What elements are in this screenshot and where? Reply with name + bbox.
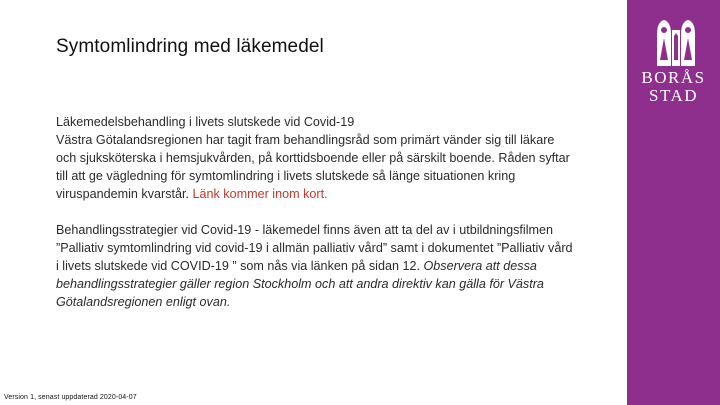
slide-title: Symtomlindring med läkemedel bbox=[56, 36, 324, 57]
paragraph-1-text: Västra Götalandsregionen har tagit fram behandlingsråd som primärt vänder sig till läkare och sjuksköterska i hemsjukvården, på korttidsboende eller på särskilt boende. Råden syftar till att ge vägledning för symtomlindring i livets slutskede så länge situationen kring viruspandemin kvarstår. bbox=[56, 133, 570, 201]
paragraph-heading: Läkemedelsbehandling i livets slutskede vid Covid-19 bbox=[56, 115, 355, 129]
upcoming-link-text: Länk kommer inom kort. bbox=[192, 187, 328, 201]
brand-name-line1: BORÅS bbox=[641, 68, 706, 87]
slide-body bbox=[56, 113, 576, 329]
paragraph-2-text: Behandlingsstrategier vid Covid-19 - läkemedel finns även att ta del av i utbildningsfilmen ”Palliativ symtomlindring vid covid-19 i allmän palliativ vård” samt i dokumentet ”Palliativ vård i livets slutskede vid COVID-19 ” som nås via länken på sidan 12. bbox=[56, 223, 573, 273]
brand-sidebar bbox=[627, 0, 720, 405]
city-coat-of-arms-icon bbox=[653, 16, 699, 68]
paragraph-1 bbox=[56, 131, 576, 203]
paragraph-2-note: Observera att dessa behandlingsstrategier gäller region Stockholm och att andra direktiv kan gälla för Västra Götalandsregionen enligt ovan. bbox=[56, 259, 544, 309]
brand-name-line2: STAD bbox=[648, 86, 699, 105]
version-footer: Version 1, senast uppdaterad 2020-04-07 bbox=[4, 394, 137, 401]
paragraph-2 bbox=[56, 221, 576, 311]
